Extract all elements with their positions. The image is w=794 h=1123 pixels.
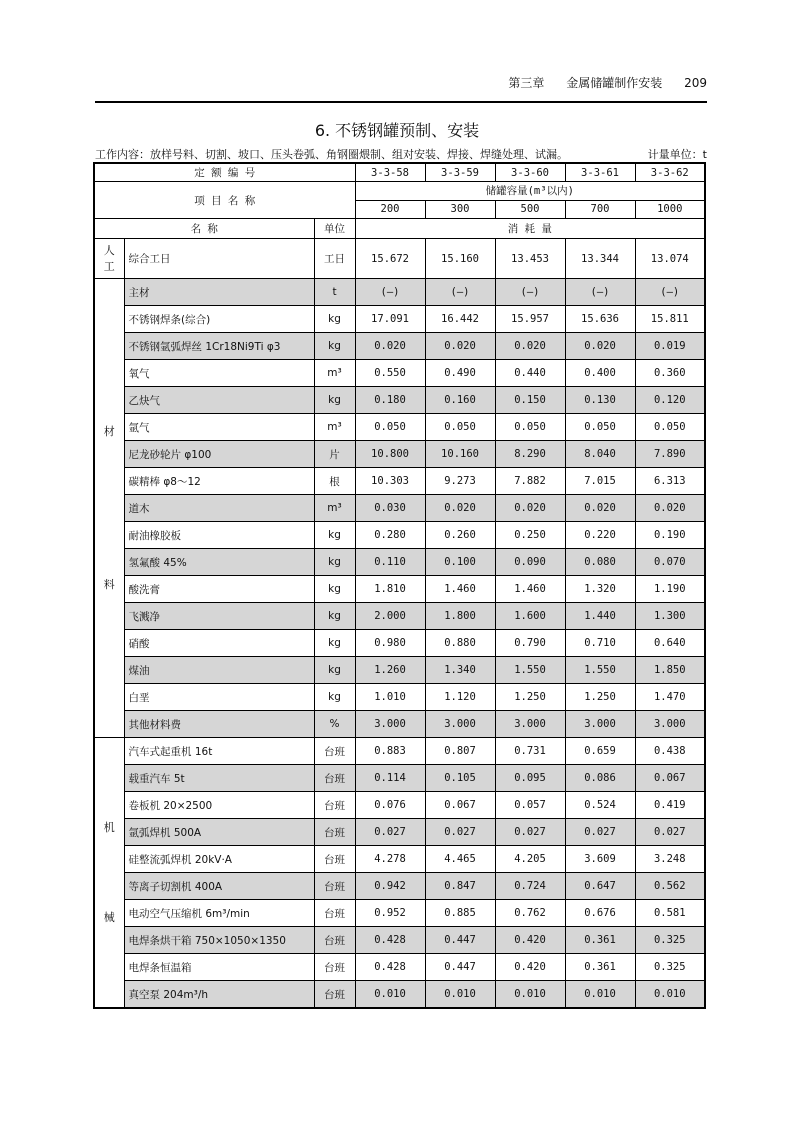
item-unit: kg: [314, 306, 355, 333]
quantity-cell: (—): [355, 279, 425, 306]
quantity-cell: 13.074: [635, 239, 705, 279]
quantity-cell: 3.000: [425, 711, 495, 738]
quantity-cell: 0.010: [565, 981, 635, 1009]
quantity-cell: 0.762: [495, 900, 565, 927]
quantity-cell: 0.160: [425, 387, 495, 414]
quantity-cell: 0.030: [355, 495, 425, 522]
item-name: 电焊条恒温箱: [124, 954, 314, 981]
labor-row: [94, 239, 705, 279]
quantity-cell: 1.810: [355, 576, 425, 603]
quantity-cell: 0.419: [635, 792, 705, 819]
quantity-cell: 0.076: [355, 792, 425, 819]
work-content: 工作内容：放样号料、切割、坡口、压头卷弧、角钢圈煨制、组对安装、焊接、焊缝处理、试漏。: [95, 148, 568, 161]
capacity-value: 500: [495, 200, 565, 219]
capacity-label: 储罐容量(m³以内): [355, 182, 705, 201]
quantity-cell: 0.050: [425, 414, 495, 441]
quantity-cell: 0.010: [355, 981, 425, 1009]
quantity-cell: 0.080: [565, 549, 635, 576]
quantity-cell: 0.067: [635, 765, 705, 792]
capacity-value: 200: [355, 200, 425, 219]
item-unit: 台班: [314, 981, 355, 1009]
quantity-cell: 0.562: [635, 873, 705, 900]
quantity-cell: 13.453: [495, 239, 565, 279]
quantity-cell: 0.550: [355, 360, 425, 387]
quantity-cell: 0.050: [355, 414, 425, 441]
machinery-row: [94, 900, 705, 927]
quantity-cell: 0.050: [495, 414, 565, 441]
capacity-label-row: [94, 182, 705, 201]
work-content-line: [95, 146, 707, 162]
quantity-cell: 0.400: [565, 360, 635, 387]
quantity-cell: 15.672: [355, 239, 425, 279]
quantity-cell: 8.290: [495, 441, 565, 468]
quantity-cell: 3.609: [565, 846, 635, 873]
item-name: 等离子切割机 400A: [124, 873, 314, 900]
quantity-cell: 1.340: [425, 657, 495, 684]
quantity-cell: 4.205: [495, 846, 565, 873]
quantity-cell: 0.280: [355, 522, 425, 549]
item-unit: t: [314, 279, 355, 306]
quantity-cell: 0.220: [565, 522, 635, 549]
quantity-cell: 4.465: [425, 846, 495, 873]
materials-category-text: 材料: [103, 425, 115, 591]
page-number: 209: [684, 76, 707, 90]
item-name: 其他材料费: [124, 711, 314, 738]
quantity-cell: 7.015: [565, 468, 635, 495]
quantity-cell: 0.020: [425, 495, 495, 522]
item-name: 煤油: [124, 657, 314, 684]
section-title: 6. 不锈钢罐预制、安装: [314, 121, 480, 140]
quantity-cell: (—): [495, 279, 565, 306]
quantity-cell: 0.120: [635, 387, 705, 414]
quantity-cell: 0.114: [355, 765, 425, 792]
quota-code: 3-3-60: [495, 163, 565, 182]
quantity-cell: 1.010: [355, 684, 425, 711]
quantity-cell: 0.361: [565, 954, 635, 981]
name-column-header: 名 称: [94, 219, 314, 239]
quantity-cell: 0.105: [425, 765, 495, 792]
machinery-category-label: [94, 738, 124, 1009]
quantity-cell: 0.447: [425, 927, 495, 954]
item-name: 道木: [124, 495, 314, 522]
item-name: 不锈钢焊条(综合): [124, 306, 314, 333]
item-unit: 工日: [314, 239, 355, 279]
item-name: 硅整流弧焊机 20kV·A: [124, 846, 314, 873]
item-name: 氢氟酸 45%: [124, 549, 314, 576]
quantity-cell: 0.130: [565, 387, 635, 414]
quantity-cell: 0.050: [565, 414, 635, 441]
item-unit: 根: [314, 468, 355, 495]
item-name: 尼龙砂轮片 φ100: [124, 441, 314, 468]
item-name: 不锈钢氩弧焊丝 1Cr18Ni9Ti φ3: [124, 333, 314, 360]
item-name-label: 项 目 名 称: [94, 182, 355, 219]
materials-row: [94, 441, 705, 468]
quantity-cell: 15.636: [565, 306, 635, 333]
item-name: 汽车式起重机 16t: [124, 738, 314, 765]
item-name: 乙炔气: [124, 387, 314, 414]
quantity-cell: 1.850: [635, 657, 705, 684]
consumption-header: 消 耗 量: [355, 219, 705, 239]
item-unit: 片: [314, 441, 355, 468]
item-name: 碳精棒 φ8～12: [124, 468, 314, 495]
quantity-cell: 0.807: [425, 738, 495, 765]
materials-row: [94, 549, 705, 576]
quantity-cell: 0.524: [565, 792, 635, 819]
quantity-cell: 0.020: [565, 495, 635, 522]
quantity-cell: 3.000: [495, 711, 565, 738]
materials-row: [94, 603, 705, 630]
quantity-cell: 3.000: [635, 711, 705, 738]
machinery-row: [94, 738, 705, 765]
item-name: 氩气: [124, 414, 314, 441]
quantity-cell: 3.248: [635, 846, 705, 873]
quantity-cell: 1.800: [425, 603, 495, 630]
item-unit: 台班: [314, 765, 355, 792]
quantity-cell: 0.724: [495, 873, 565, 900]
item-unit: m³: [314, 495, 355, 522]
item-name: 飞溅净: [124, 603, 314, 630]
quantity-cell: 1.550: [565, 657, 635, 684]
item-name: 电焊条烘干箱 750×1050×1350: [124, 927, 314, 954]
materials-row: [94, 522, 705, 549]
item-name: 卷板机 20×2500: [124, 792, 314, 819]
quantity-cell: 0.710: [565, 630, 635, 657]
quantity-cell: 0.640: [635, 630, 705, 657]
quantity-cell: (—): [635, 279, 705, 306]
chapter-title: 金属储罐制作安装: [566, 76, 663, 90]
quantity-cell: (—): [425, 279, 495, 306]
quantity-cell: 1.440: [565, 603, 635, 630]
quantity-cell: 0.027: [495, 819, 565, 846]
quota-code: 3-3-62: [635, 163, 705, 182]
unit-column-header: 单位: [314, 219, 355, 239]
item-unit: 台班: [314, 954, 355, 981]
quantity-cell: 0.010: [425, 981, 495, 1009]
quantity-cell: 15.160: [425, 239, 495, 279]
quantity-cell: 1.190: [635, 576, 705, 603]
quantity-cell: 0.447: [425, 954, 495, 981]
item-unit: %: [314, 711, 355, 738]
item-unit: m³: [314, 414, 355, 441]
item-unit: kg: [314, 333, 355, 360]
machinery-row: [94, 765, 705, 792]
quantity-cell: 10.800: [355, 441, 425, 468]
machinery-row: [94, 846, 705, 873]
item-name: 耐油橡胶板: [124, 522, 314, 549]
quantity-cell: 0.980: [355, 630, 425, 657]
quantity-cell: 0.100: [425, 549, 495, 576]
labor-category-label: [94, 239, 124, 279]
quantity-cell: 0.090: [495, 549, 565, 576]
quantity-cell: 0.428: [355, 927, 425, 954]
quantity-cell: 9.273: [425, 468, 495, 495]
quantity-cell: 1.460: [495, 576, 565, 603]
quantity-cell: 4.278: [355, 846, 425, 873]
quantity-cell: 0.010: [635, 981, 705, 1009]
item-unit: kg: [314, 603, 355, 630]
quantity-cell: 0.260: [425, 522, 495, 549]
item-name: 氧气: [124, 360, 314, 387]
quantity-cell: 1.550: [495, 657, 565, 684]
quantity-cell: 0.325: [635, 927, 705, 954]
materials-row: [94, 495, 705, 522]
machinery-row: [94, 954, 705, 981]
quantity-cell: 0.420: [495, 954, 565, 981]
quantity-cell: 0.647: [565, 873, 635, 900]
materials-category-label: [94, 279, 124, 738]
quantity-cell: 0.790: [495, 630, 565, 657]
quantity-cell: 0.428: [355, 954, 425, 981]
machinery-row: [94, 792, 705, 819]
capacity-value: 1000: [635, 200, 705, 219]
quantity-cell: 1.250: [495, 684, 565, 711]
quantity-cell: 0.676: [565, 900, 635, 927]
item-name: 酸洗膏: [124, 576, 314, 603]
item-name: 主材: [124, 279, 314, 306]
quantity-cell: 15.957: [495, 306, 565, 333]
quantity-cell: 13.344: [565, 239, 635, 279]
quantity-cell: 16.442: [425, 306, 495, 333]
item-unit: m³: [314, 360, 355, 387]
quantity-cell: 0.027: [425, 819, 495, 846]
materials-row: [94, 630, 705, 657]
item-unit: kg: [314, 630, 355, 657]
quantity-cell: 7.890: [635, 441, 705, 468]
item-unit: kg: [314, 576, 355, 603]
quantity-cell: 0.020: [355, 333, 425, 360]
materials-row: [94, 684, 705, 711]
quantity-cell: 0.057: [495, 792, 565, 819]
quantity-cell: 0.731: [495, 738, 565, 765]
quantity-cell: 0.885: [425, 900, 495, 927]
quantity-cell: 0.095: [495, 765, 565, 792]
quota-code: 3-3-58: [355, 163, 425, 182]
quantity-cell: 1.460: [425, 576, 495, 603]
quantity-cell: 0.659: [565, 738, 635, 765]
item-unit: kg: [314, 684, 355, 711]
quantity-cell: 0.440: [495, 360, 565, 387]
quantity-cell: 8.040: [565, 441, 635, 468]
item-name: 综合工日: [124, 239, 314, 279]
machinery-row: [94, 927, 705, 954]
column-header-row: [94, 219, 705, 239]
materials-row: [94, 468, 705, 495]
quantity-cell: 0.325: [635, 954, 705, 981]
item-unit: 台班: [314, 819, 355, 846]
quantity-cell: 17.091: [355, 306, 425, 333]
quantity-cell: 0.019: [635, 333, 705, 360]
item-unit: 台班: [314, 846, 355, 873]
chapter-number: 第三章: [508, 76, 545, 90]
quantity-cell: 0.067: [425, 792, 495, 819]
item-unit: 台班: [314, 873, 355, 900]
quantity-cell: 0.250: [495, 522, 565, 549]
quantity-cell: 0.027: [635, 819, 705, 846]
item-unit: 台班: [314, 738, 355, 765]
quantity-cell: 0.361: [565, 927, 635, 954]
quantity-cell: 0.086: [565, 765, 635, 792]
materials-row: [94, 333, 705, 360]
quota-code-row: [94, 163, 705, 182]
quantity-cell: 1.300: [635, 603, 705, 630]
item-name: 氩弧焊机 500A: [124, 819, 314, 846]
quantity-cell: 0.020: [425, 333, 495, 360]
quantity-cell: 0.027: [355, 819, 425, 846]
item-unit: kg: [314, 657, 355, 684]
header-rule: [95, 101, 707, 103]
quota-code: 3-3-61: [565, 163, 635, 182]
quantity-cell: 1.600: [495, 603, 565, 630]
item-name: 载重汽车 5t: [124, 765, 314, 792]
materials-row: [94, 279, 705, 306]
measurement-unit-note: 计量单位：t: [647, 148, 707, 161]
item-name: 真空泵 204m³/h: [124, 981, 314, 1009]
quantity-cell: 0.490: [425, 360, 495, 387]
quantity-cell: 0.880: [425, 630, 495, 657]
materials-row: [94, 360, 705, 387]
quantity-cell: 1.120: [425, 684, 495, 711]
quantity-cell: 0.438: [635, 738, 705, 765]
machinery-category-text: 机械: [103, 820, 115, 924]
quantity-cell: 0.180: [355, 387, 425, 414]
materials-row: [94, 387, 705, 414]
quantity-cell: 0.020: [495, 333, 565, 360]
item-unit: kg: [314, 522, 355, 549]
quantity-cell: 15.811: [635, 306, 705, 333]
quantity-cell: 2.000: [355, 603, 425, 630]
quantity-cell: 0.190: [635, 522, 705, 549]
page-header: [95, 74, 707, 92]
quantity-cell: 6.313: [635, 468, 705, 495]
quantity-cell: 0.952: [355, 900, 425, 927]
quantity-cell: 1.320: [565, 576, 635, 603]
item-name: 硝酸: [124, 630, 314, 657]
quantity-cell: 10.160: [425, 441, 495, 468]
quantity-cell: 0.110: [355, 549, 425, 576]
quantity-cell: (—): [565, 279, 635, 306]
quantity-cell: 0.150: [495, 387, 565, 414]
capacity-value: 700: [565, 200, 635, 219]
quantity-cell: 10.303: [355, 468, 425, 495]
item-unit: 台班: [314, 927, 355, 954]
item-unit: kg: [314, 549, 355, 576]
machinery-row: [94, 873, 705, 900]
quantity-cell: 0.847: [425, 873, 495, 900]
quantity-cell: 1.260: [355, 657, 425, 684]
quantity-cell: 1.250: [565, 684, 635, 711]
machinery-row: [94, 819, 705, 846]
quantity-cell: 0.050: [635, 414, 705, 441]
quota-code-label: 定 额 编 号: [94, 163, 355, 182]
item-unit: kg: [314, 387, 355, 414]
quantity-cell: 7.882: [495, 468, 565, 495]
materials-row: [94, 657, 705, 684]
quantity-cell: 0.020: [495, 495, 565, 522]
quota-code: 3-3-59: [425, 163, 495, 182]
quantity-cell: 0.020: [635, 495, 705, 522]
materials-row: [94, 711, 705, 738]
materials-row: [94, 414, 705, 441]
item-unit: 台班: [314, 900, 355, 927]
item-name: 电动空气压缩机 6m³/min: [124, 900, 314, 927]
materials-row: [94, 576, 705, 603]
capacity-value: 300: [425, 200, 495, 219]
materials-row: [94, 306, 705, 333]
quantity-cell: 3.000: [565, 711, 635, 738]
machinery-row: [94, 981, 705, 1009]
quantity-cell: 0.360: [635, 360, 705, 387]
quantity-cell: 0.020: [565, 333, 635, 360]
quantity-cell: 3.000: [355, 711, 425, 738]
quantity-cell: 0.070: [635, 549, 705, 576]
quantity-cell: 0.010: [495, 981, 565, 1009]
item-name: 白垩: [124, 684, 314, 711]
quota-table: [93, 162, 706, 1009]
quantity-cell: 0.581: [635, 900, 705, 927]
quantity-cell: 0.420: [495, 927, 565, 954]
item-unit: 台班: [314, 792, 355, 819]
quantity-cell: 1.470: [635, 684, 705, 711]
labor-category-text: 人工: [103, 243, 115, 273]
quantity-cell: 0.883: [355, 738, 425, 765]
quantity-cell: 0.942: [355, 873, 425, 900]
quantity-cell: 0.027: [565, 819, 635, 846]
